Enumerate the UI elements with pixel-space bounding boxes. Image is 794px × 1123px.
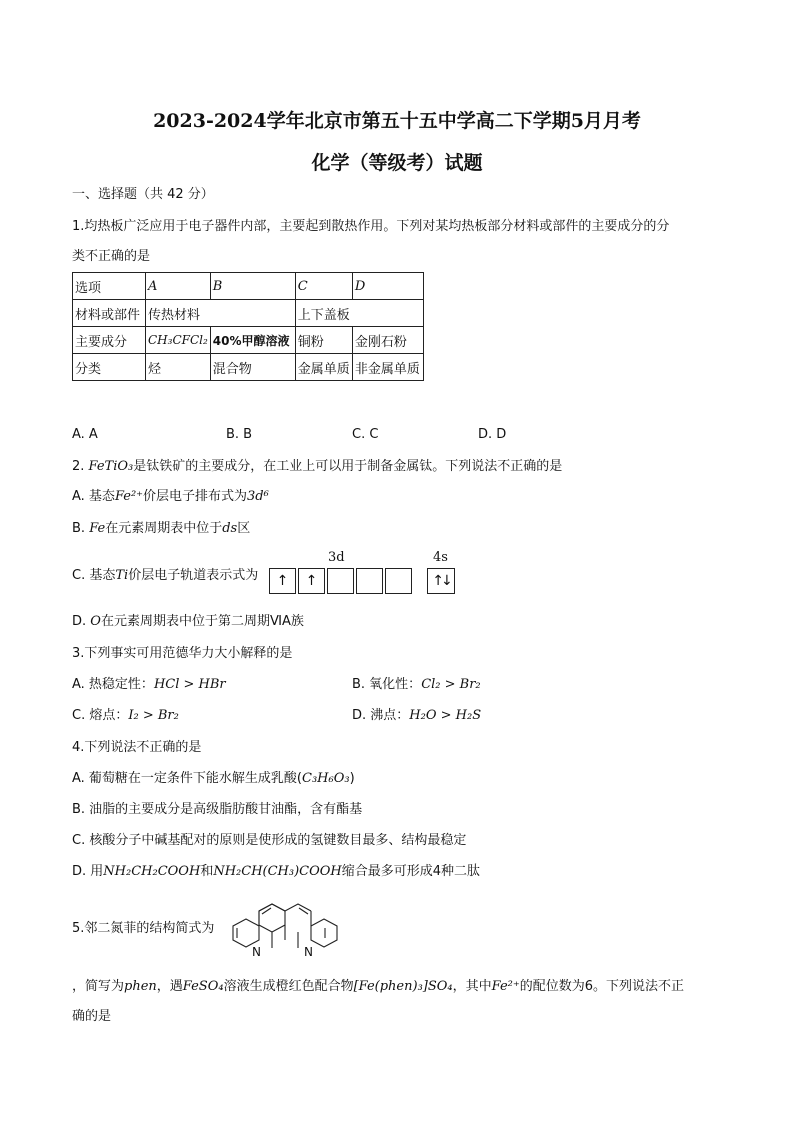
text: ) (349, 771, 355, 786)
text: B. 氧化性： (352, 677, 422, 692)
orbital-box: ↑ (269, 568, 296, 594)
text: B. (72, 521, 90, 536)
text: A. 热稳定性： (72, 677, 154, 692)
table-cell: D (352, 273, 423, 300)
q3-option-d (352, 707, 481, 725)
q1-option-a: A. A (72, 427, 98, 442)
orbital-box (327, 568, 354, 594)
formula: FeTiO₃ (88, 459, 134, 474)
q5-line2 (72, 978, 684, 996)
formula: Cl₂ > Br₂ (421, 677, 481, 692)
table-cell: 选项 (73, 273, 146, 300)
formula: O (90, 614, 101, 629)
text: 价层电子排布式为 (143, 489, 248, 504)
table-row (73, 300, 424, 327)
table-cell: C (295, 273, 352, 300)
text: 的配位数为6。下列说法不正 (519, 979, 685, 994)
formula: I₂ > Br₂ (128, 708, 179, 723)
q1-stem-line1: 1.均热板广泛应用于电子器件内部，主要起到散热作用。下列对某均热板部分材料或部件的主要成分的分 (72, 219, 670, 234)
q2-option-b (72, 520, 250, 538)
q2-number: 2. (72, 459, 89, 474)
table-cell: CH₃CFCl₂ (146, 327, 211, 354)
text: ，遇 (156, 979, 183, 994)
q5-stem: 5.邻二氮菲的结构简式为 (72, 921, 215, 936)
text: 在元素周期表中位于第二周期ⅥA族 (100, 614, 304, 629)
table-row (73, 354, 424, 381)
table-cell: 铜粉 (295, 327, 352, 354)
table-cell: 混合物 (210, 354, 295, 381)
formula: NH₂CH₂COOH (103, 864, 201, 879)
table-cell: 金属单质 (295, 354, 352, 381)
q3-option-c (72, 707, 179, 725)
phenanthroline-structure (222, 888, 340, 962)
q4-stem: 4.下列说法不正确的是 (72, 740, 202, 755)
q4-option-c: C. 核酸分子中碱基配对的原则是使形成的氢键数目最多、结构最稳定 (72, 833, 467, 848)
formula: 3d⁶ (247, 489, 269, 504)
formula: ds (222, 521, 238, 536)
orbital-box (385, 568, 412, 594)
text: C. 基态 (72, 568, 116, 583)
text: 区 (237, 521, 251, 536)
text: D. 沸点： (352, 708, 410, 723)
text: 溶液生成橙红色配合物 (223, 979, 354, 994)
q2-option-a (72, 488, 269, 506)
formula: phen (124, 979, 157, 994)
formula: [Fe(phen)₃]SO₄ (353, 979, 453, 994)
text: D. (72, 614, 91, 629)
q4-option-b: B. 油脂的主要成分是高级脂肪酸甘油酯，含有酯基 (72, 802, 363, 817)
page-subtitle: 化学（等级考）试题 (311, 152, 483, 174)
orbital-3d-label: 3d (328, 550, 345, 565)
table-cell: B (210, 273, 295, 300)
text: A. 葡萄糖在一定条件下能水解生成乳酸( (72, 771, 303, 786)
q2-stem (72, 458, 562, 476)
table-cell: 非金属单质 (352, 354, 423, 381)
q2-stem-text: 是钛铁矿的主要成分，在工业上可以用于制备金属钛。下列说法不正确的是 (133, 459, 563, 474)
nitrogen-label: N (304, 945, 313, 959)
text: 在元素周期表中位于 (105, 521, 223, 536)
formula: Fe²⁺ (114, 489, 144, 504)
table-cell: 上下盖板 (295, 300, 423, 327)
table-row (73, 327, 424, 354)
orbital-4s-label: 4s (433, 550, 448, 565)
q3-option-a (72, 676, 226, 694)
section-heading: 一、选择题（共 42 分） (72, 187, 214, 202)
q1-stem-line2: 类不正确的是 (72, 249, 151, 264)
table-cell: 主要成分 (73, 327, 146, 354)
table-row (73, 273, 424, 300)
q3-stem: 3.下列事实可用范德华力大小解释的是 (72, 646, 293, 661)
text: 和 (200, 864, 214, 879)
q2-option-d (72, 613, 304, 631)
formula: H₂O > H₂S (409, 708, 482, 723)
q3-option-b (352, 676, 481, 694)
text: 价层电子轨道表示式为 (128, 568, 259, 583)
q2-option-c (72, 567, 258, 585)
q4-option-d (72, 863, 480, 881)
q1-option-b: B. B (226, 427, 253, 442)
formula: C₃H₆O₃ (302, 771, 350, 786)
formula: Fe²⁺ (491, 979, 520, 994)
formula: FeSO₄ (182, 979, 224, 994)
q4-option-a (72, 770, 355, 788)
table-cell: 40%甲醇溶液 (210, 327, 295, 354)
table-cell: 传热材料 (146, 300, 296, 327)
text: A. 基态 (72, 489, 115, 504)
text: ，其中 (452, 979, 492, 994)
q1-table (72, 272, 424, 381)
text: ，简写为 (72, 979, 125, 994)
text: 缩合最多可形成4种二肽 (341, 864, 481, 879)
table-cell: 烃 (146, 354, 211, 381)
formula: NH₂CH(CH₃)COOH (213, 864, 342, 879)
table-cell: 金刚石粉 (352, 327, 423, 354)
page-title: 2023-2024学年北京市第五十五中学高二下学期5月月考 (153, 110, 641, 132)
text: D. 用 (72, 864, 104, 879)
table-cell: 材料或部件 (73, 300, 146, 327)
formula: Fe (89, 521, 106, 536)
orbital-box (356, 568, 383, 594)
formula: HCl > HBr (153, 677, 226, 692)
q5-line3: 确的是 (72, 1009, 112, 1024)
q1-option-c: C. C (352, 427, 379, 442)
table-cell: A (146, 273, 211, 300)
nitrogen-label: N (252, 945, 261, 959)
text: C. 熔点： (72, 708, 129, 723)
q1-option-d: D. D (478, 427, 507, 442)
formula: Ti (115, 568, 129, 583)
table-cell: 分类 (73, 354, 146, 381)
orbital-box-4s: ↑↓ (427, 568, 455, 594)
orbital-box: ↑ (298, 568, 325, 594)
